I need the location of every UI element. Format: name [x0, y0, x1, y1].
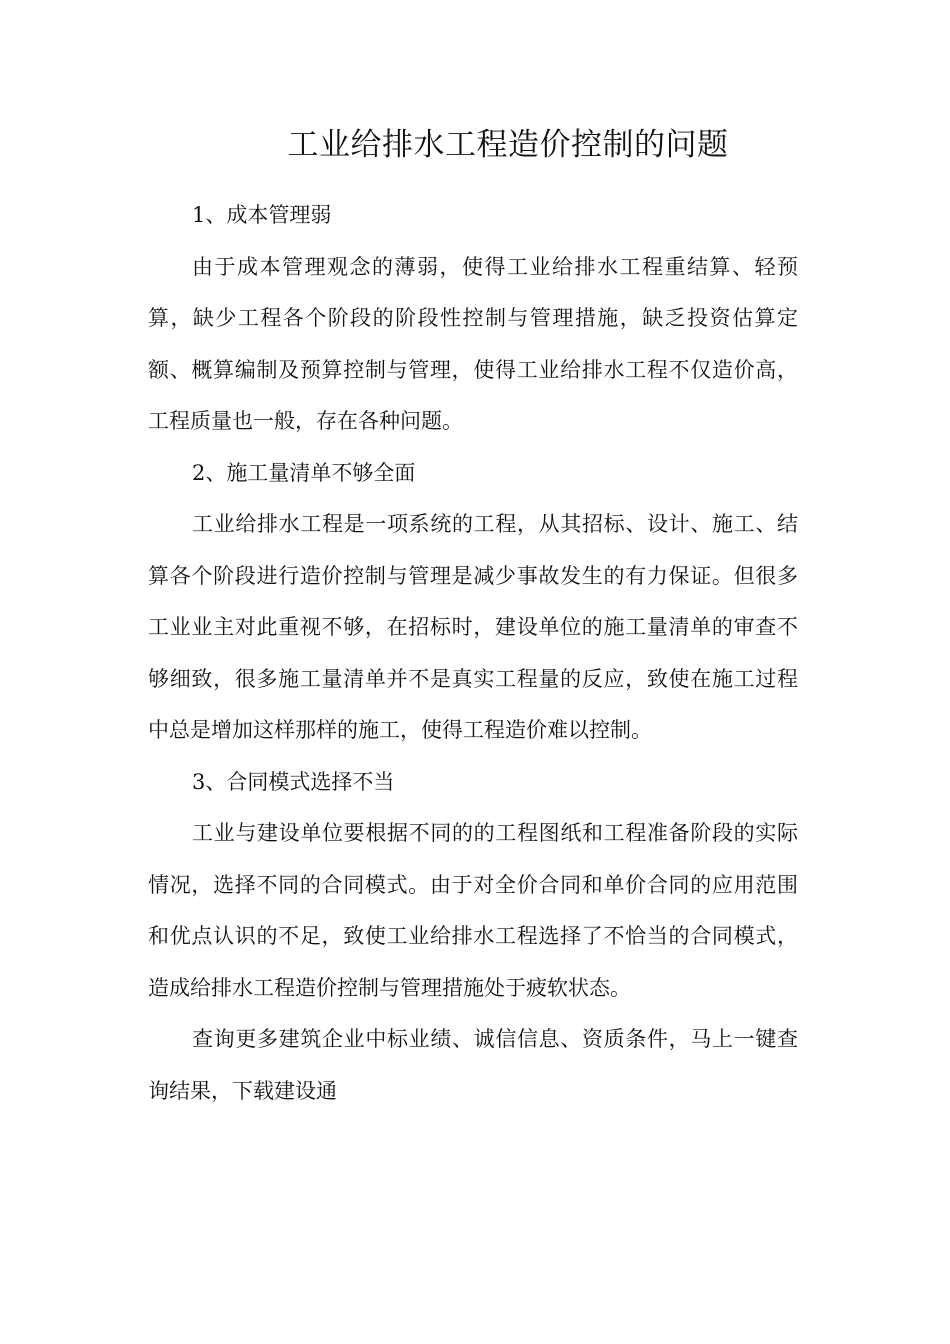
page-title: 工业给排水工程造价控制的问题	[287, 127, 729, 163]
section-heading-3: 3、合同模式选择不当	[192, 769, 395, 794]
section-paragraph-1: 由于成本管理观念的薄弱，使得工业给排水工程重结算、轻预算，缺少工程各个阶段的阶段性控制与管理措施，缺乏投资估算定额、概算编制及预算控制与管理，使得工业给排水工程不仅造价高，工程质量也一般，存在各种问题。	[148, 254, 798, 433]
section-paragraph-2: 工业给排水工程是一项系统的工程，从其招标、设计、施工、结算各个阶段进行造价控制与管理是减少事故发生的有力保证。但很多工业业主对此重视不够，在招标时，建设单位的施工量清单的审查不够细致，很多施工量清单并不是真实工程量的反应，致使在施工过程中总是增加这样那样的施工，使得工程造价难以控制。	[148, 512, 798, 742]
section-paragraph-3: 工业与建设单位要根据不同的的工程图纸和工程准备阶段的实际情况，选择不同的合同模式。由于对全价合同和单价合同的应用范围和优点认识的不足，致使工业给排水工程选择了不恰当的合同模式，造成给排水工程造价控制与管理措施处于疲软状态。	[148, 821, 798, 1000]
section-heading-1: 1、成本管理弱	[192, 203, 332, 227]
document-body	[148, 190, 798, 1117]
closing-paragraph: 查询更多建筑企业中标业绩、诚信信息、资质条件，马上一键查询结果，下载建设通	[148, 1027, 798, 1103]
section-heading-2: 2、施工量清单不够全面	[192, 460, 416, 485]
